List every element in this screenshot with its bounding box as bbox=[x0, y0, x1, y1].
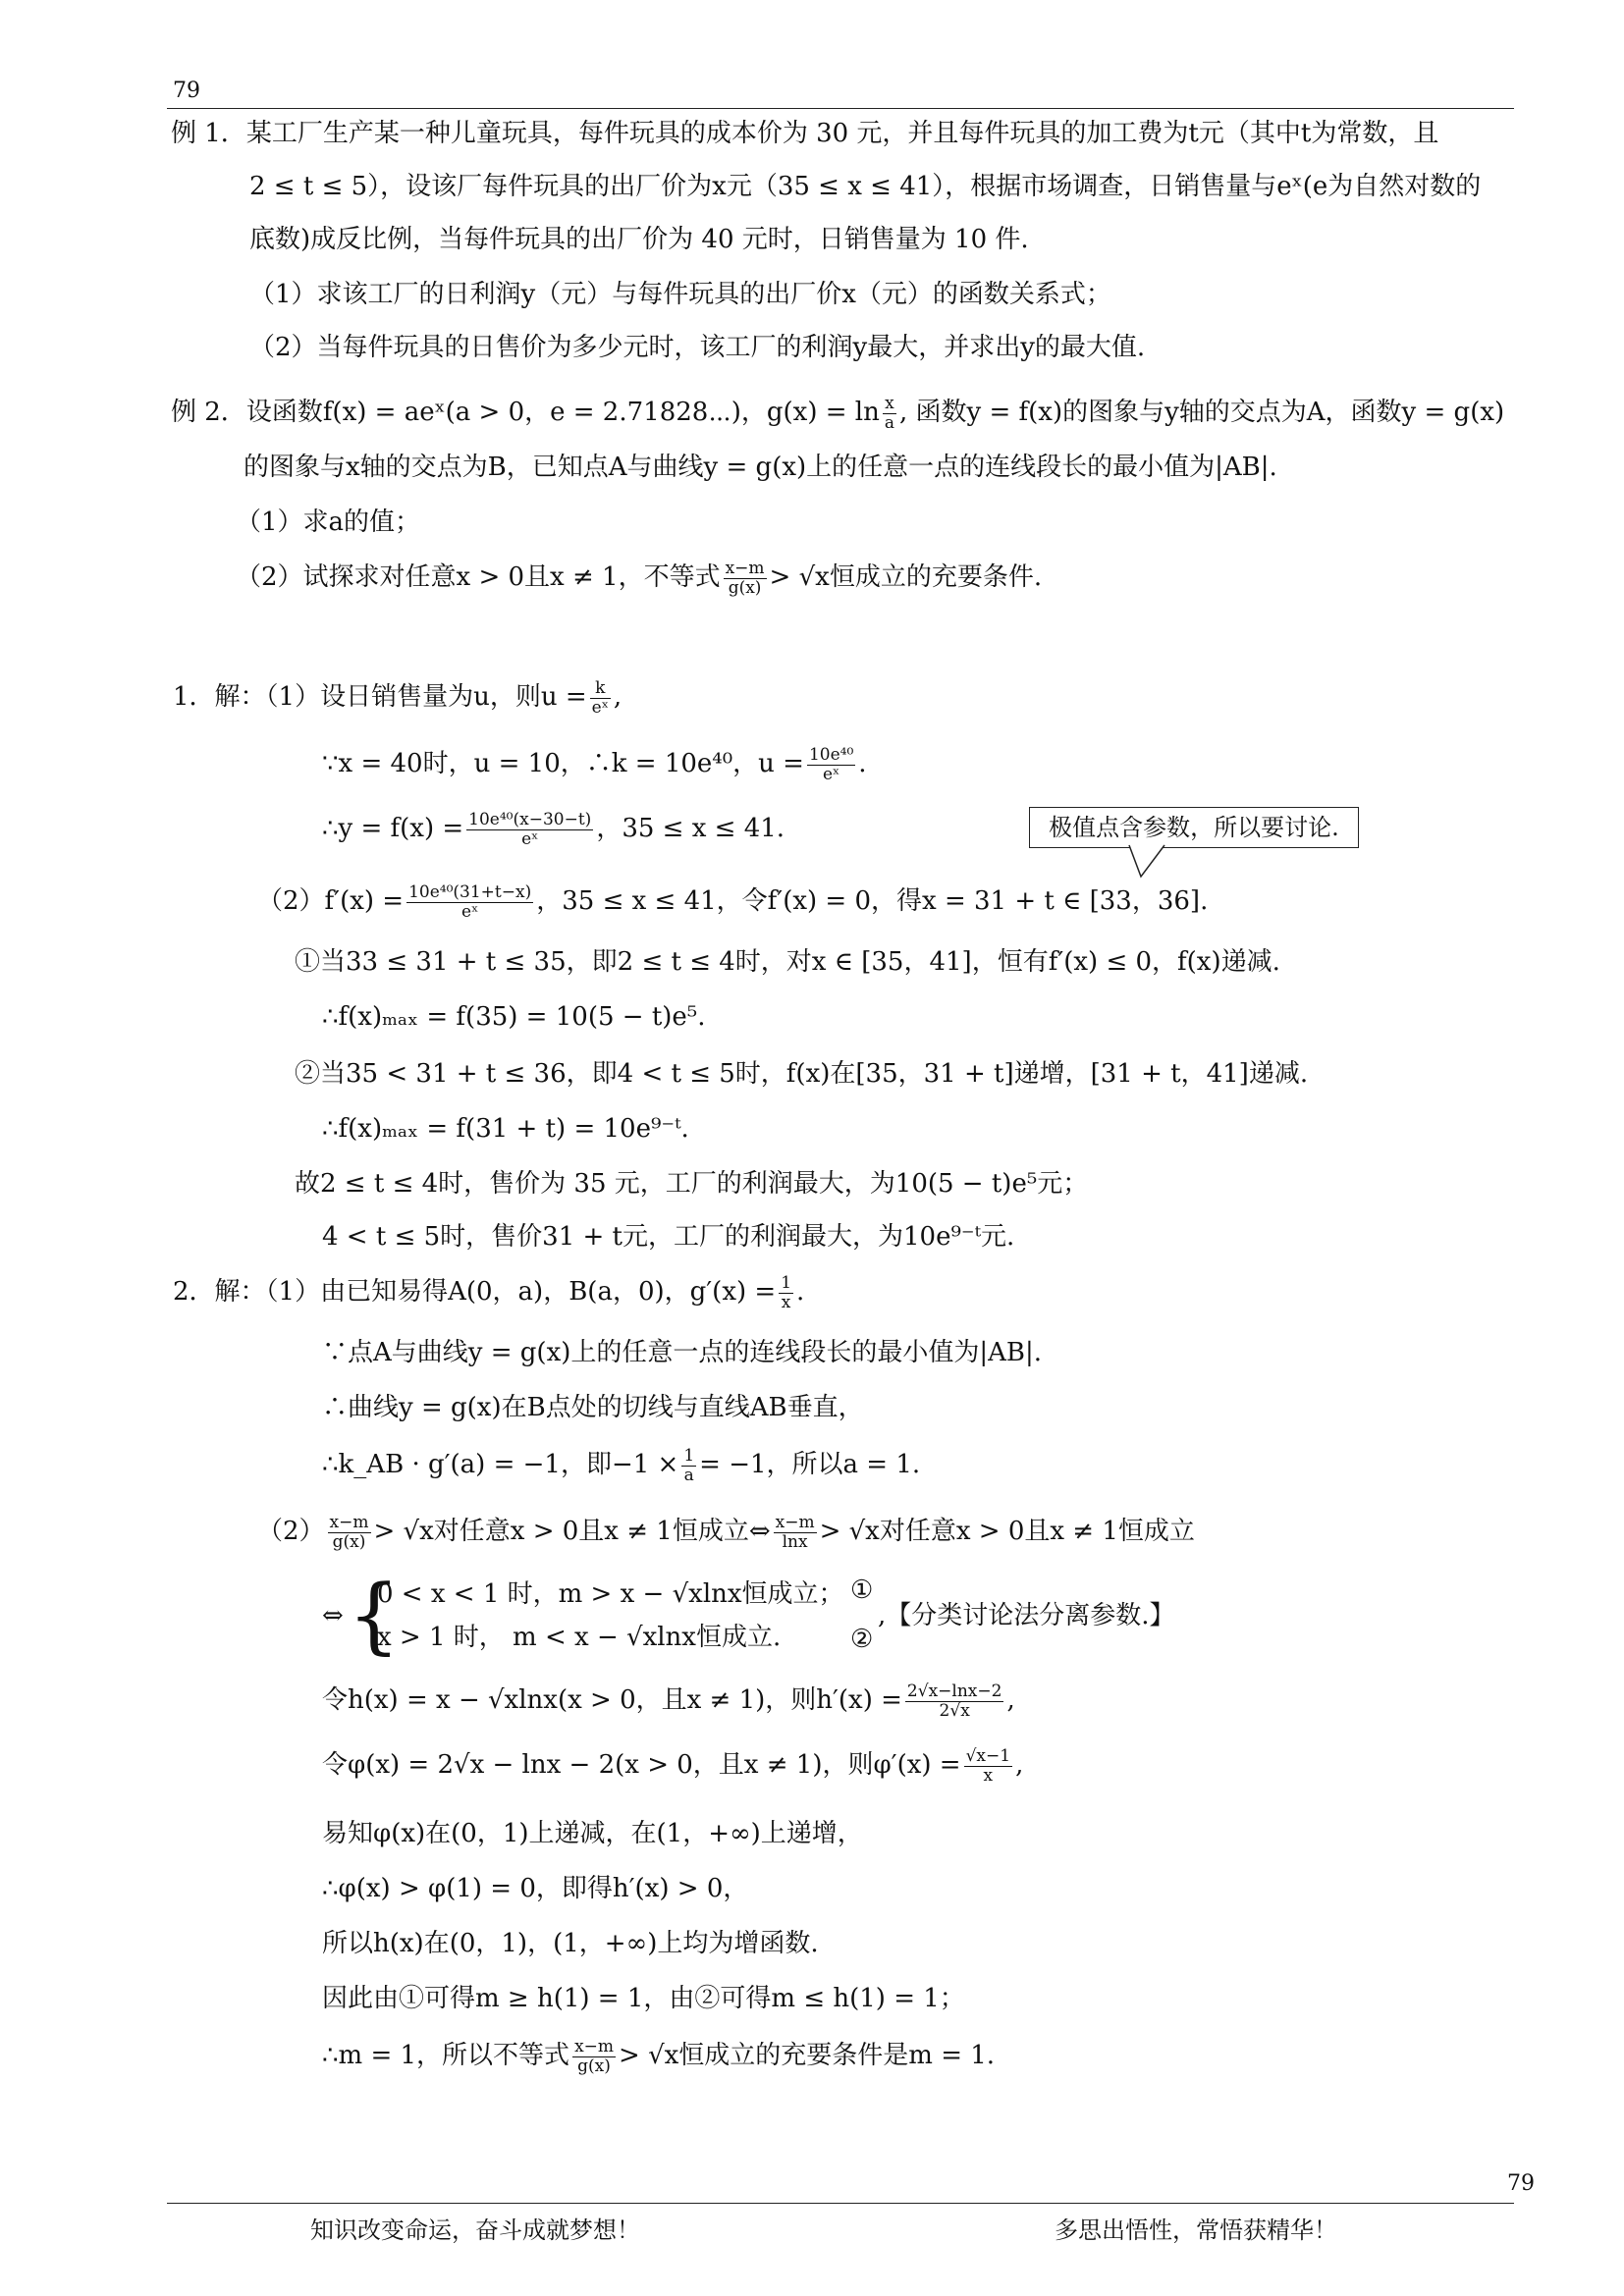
solution2-l1-a: （1）由已知易得A(0，a)，B(a，0)，g′(x) = bbox=[265, 1277, 777, 1307]
fraction-numerator: 10e⁴⁰(x−30−t) bbox=[468, 809, 592, 829]
solution2-line10: ∴φ(x) > φ(1) = 0，即得h′(x) > 0， bbox=[322, 1874, 749, 1903]
solution2-l8-a: 令φ(x) = 2√x − lnx − 2(x > 0，且x ≠ 1)，则φ′(x) = bbox=[322, 1750, 961, 1780]
footer-left-motto: 知识改变命运，奋斗成就梦想！ bbox=[310, 2216, 640, 2244]
fraction-numerator: √x−1 bbox=[965, 1745, 1011, 1766]
solution1-line9: 故2 ≤ t ≤ 4时，售价为 35 元，工厂的利润最大，为10(5 − t)e⁵元； bbox=[295, 1169, 1089, 1199]
solution1-l3-b: ，35 ≤ x ≤ 41. bbox=[596, 814, 785, 843]
case-note: ,【分类讨论法分离参数.】 bbox=[878, 1601, 1175, 1630]
solution2-l4-a: ∴k_AB · g′(a) = −1，即−1 × bbox=[322, 1450, 679, 1479]
fraction-denominator: eˣ bbox=[461, 901, 479, 922]
solution1-l2-b: . bbox=[858, 749, 867, 778]
callout-note: 极值点含参数，所以要讨论. bbox=[1029, 807, 1359, 848]
case1: 0 < x < 1 时，m > x − √xlnx恒成立； bbox=[377, 1579, 844, 1609]
fraction-denominator: eˣ bbox=[822, 764, 840, 784]
solution2-line7 bbox=[322, 1681, 1015, 1721]
fraction bbox=[807, 746, 855, 784]
fraction-denominator: eˣ bbox=[591, 697, 609, 718]
example2-q2-part-b: > √x恒成立的充要条件. bbox=[769, 562, 1043, 592]
example2-line1-part-b: , 函数y = f(x)的图象与y轴的交点为A，函数y = g(x) bbox=[898, 398, 1505, 427]
example2-label: 例 2． bbox=[171, 398, 246, 427]
solution2-line1 bbox=[173, 1272, 804, 1312]
fraction-denominator: g(x) bbox=[728, 577, 762, 598]
solution1-line3 bbox=[322, 809, 785, 849]
fraction-denominator: a bbox=[884, 412, 894, 433]
fraction-denominator: 2√x bbox=[939, 1700, 970, 1721]
solution2-line4 bbox=[322, 1445, 920, 1485]
fraction-numerator: 10e⁴⁰ bbox=[808, 744, 854, 765]
case1-mark: ① bbox=[850, 1575, 874, 1605]
solution1-l1-b: , bbox=[613, 682, 623, 712]
fraction bbox=[905, 1682, 1004, 1721]
solution1-line5: ①当33 ≤ 31 + t ≤ 35，即2 ≤ t ≤ 4时，对x ∈ [35，41]，恒有f′(x) ≤ 0，f(x)递减. bbox=[295, 947, 1280, 977]
fraction bbox=[572, 2038, 616, 2076]
solution2-l5-b: > √x对任意x > 0且x ≠ 1恒成立⇔ bbox=[373, 1517, 771, 1546]
example2-line2: 的图象与x轴的交点为B，已知点A与曲线y = g(x)上的任意一点的连线段长的最小值为|AB|. bbox=[244, 453, 1277, 482]
fraction-x-over-a bbox=[883, 395, 896, 433]
fraction-numerator: x−m bbox=[775, 1512, 815, 1532]
fraction-x-minus-m-over-g bbox=[724, 560, 767, 598]
solution1-line4 bbox=[257, 881, 1208, 922]
solution2-l13-b: > √x恒成立的充要条件是m = 1. bbox=[619, 2041, 996, 2070]
example1-line3: 底数)成反比例，当每件玩具的出厂价为 40 元时，日销售量为 10 件. bbox=[249, 225, 1029, 254]
solution1-l2-a: ∵x = 40时，u = 10，∴k = 10e⁴⁰，u = bbox=[322, 749, 804, 778]
solution1-line10: 4 < t ≤ 5时，售价31 + t元，工厂的利润最大，为10e⁹⁻ᵗ元. bbox=[322, 1222, 1015, 1252]
header-rule bbox=[167, 108, 1514, 109]
page-number-top: 79 bbox=[173, 79, 200, 103]
case2-mark: ② bbox=[850, 1625, 874, 1654]
solution2-line9: 易知φ(x)在(0，1)上递减，在(1，+∞)上递增， bbox=[322, 1819, 863, 1848]
solution2-line13 bbox=[322, 2036, 995, 2076]
example2-question2 bbox=[236, 558, 1042, 598]
equivalence-arrow: ⇔ bbox=[322, 1601, 344, 1630]
example1-line1 bbox=[171, 114, 1438, 153]
solution2-l5-c: > √x对任意x > 0且x ≠ 1恒成立 bbox=[819, 1517, 1195, 1546]
page-number-bottom: 79 bbox=[1507, 2171, 1535, 2196]
solution1-label: 1．解： bbox=[173, 682, 266, 712]
example1-question1: （1）求该工厂的日利润y（元）与每件玩具的出厂价x（元）的函数关系式； bbox=[249, 280, 1111, 309]
fraction-denominator: g(x) bbox=[332, 1531, 366, 1552]
fraction-numerator: 2√x−lnx−2 bbox=[906, 1681, 1002, 1701]
example2-q2-part-a: （2）试探求对任意x > 0且x ≠ 1，不等式 bbox=[236, 562, 721, 592]
solution2-l4-b: = −1，所以a = 1. bbox=[699, 1450, 921, 1479]
solution1-line7: ②当35 < 31 + t ≤ 36，即4 < t ≤ 5时，f(x)在[35，31 + t]递增，[31 + t，41]递减. bbox=[295, 1059, 1309, 1089]
solution2-l7-a: 令h(x) = x − √xlnx(x > 0，且x ≠ 1)，则h′(x) = bbox=[322, 1685, 902, 1715]
solution1-line8: ∴f(x)ₘₐₓ = f(31 + t) = 10e⁹⁻ᵗ. bbox=[322, 1114, 689, 1144]
solution1-line6: ∴f(x)ₘₐₓ = f(35) = 10(5 − t)e⁵. bbox=[322, 1002, 706, 1032]
example1-question2: （2）当每件玩具的日售价为多少元时，该工厂的利润y最大，并求出y的最大值. bbox=[249, 333, 1146, 362]
solution2-line12: 因此由①可得m ≥ h(1) = 1，由②可得m ≤ h(1) = 1； bbox=[322, 1984, 965, 2013]
fraction bbox=[406, 883, 533, 922]
footer-rule bbox=[167, 2203, 1514, 2204]
example1-text-1: 某工厂生产某一种儿童玩具，每件玩具的成本价为 30 元，并且每件玩具的加工费为t元（其中t为常数，且 bbox=[245, 119, 1439, 148]
fraction bbox=[328, 1514, 371, 1552]
solution1-l4-a: （2）f′(x) = bbox=[257, 886, 405, 916]
fraction bbox=[774, 1514, 817, 1552]
solution1-l1-a: （1）设日销售量为u，则u = bbox=[265, 682, 587, 712]
fraction-numerator: k bbox=[590, 679, 611, 699]
fraction-denominator: eˣ bbox=[521, 828, 539, 849]
fraction-numerator: 1 bbox=[781, 1272, 792, 1293]
fraction-denominator: a bbox=[683, 1465, 694, 1485]
solution1-line1 bbox=[173, 677, 622, 718]
fraction bbox=[466, 811, 593, 849]
solution1-l3-a: ∴y = f(x) = bbox=[322, 814, 464, 843]
solution2-line2: ∵点A与曲线y = g(x)上的任意一点的连线段长的最小值为|AB|. bbox=[322, 1338, 1043, 1367]
fraction-denominator: x bbox=[983, 1765, 994, 1786]
solution1-line2 bbox=[322, 744, 867, 784]
solution2-line8 bbox=[322, 1745, 1023, 1786]
solution2-l13-a: ∴m = 1，所以不等式 bbox=[322, 2041, 570, 2070]
solution2-l5-a: （2） bbox=[257, 1517, 325, 1546]
solution2-l1-b: . bbox=[796, 1277, 805, 1307]
example2-question1: （1）求a的值； bbox=[236, 507, 421, 537]
fraction-numerator: x−m bbox=[329, 1512, 369, 1532]
case2: x > 1 时， m < x − √xlnx恒成立. bbox=[377, 1623, 782, 1652]
fraction bbox=[964, 1747, 1012, 1786]
solution2-line3: ∴曲线y = g(x)在B点处的切线与直线AB垂直， bbox=[322, 1393, 864, 1422]
fraction-numerator: x−m bbox=[725, 558, 765, 578]
left-brace: { bbox=[348, 1567, 401, 1663]
example2-line1 bbox=[171, 393, 1504, 433]
fraction-numerator: x bbox=[883, 395, 896, 414]
solution2-l7-b: , bbox=[1006, 1685, 1015, 1715]
fraction bbox=[681, 1447, 696, 1485]
callout-tail bbox=[1129, 845, 1168, 881]
fraction-numerator: 10e⁴⁰(31+t−x) bbox=[408, 881, 532, 902]
example1-label: 例 1． bbox=[171, 119, 246, 148]
solution1-l4-b: ，35 ≤ x ≤ 41，令f′(x) = 0，得x = 31 + t ∈ [33，36]. bbox=[536, 886, 1209, 916]
example1-line2: 2 ≤ t ≤ 5），设该厂每件玩具的出厂价为x元（35 ≤ x ≤ 41），根据市场调查，日销售量与eˣ(e为自然对数的 bbox=[249, 172, 1482, 201]
fraction-numerator: 1 bbox=[683, 1445, 695, 1466]
fraction-denominator: lnx bbox=[782, 1531, 808, 1552]
fraction-denominator: x bbox=[781, 1292, 791, 1312]
solution2-line11: 所以h(x)在(0，1)，(1，+∞)上均为增函数. bbox=[322, 1929, 819, 1958]
solution2-line5 bbox=[257, 1512, 1195, 1552]
example2-line1-part-a: 设函数f(x) = aeˣ(a > 0，e = 2.71828⋯)，g(x) = ln bbox=[245, 398, 880, 427]
solution2-label: 2．解： bbox=[173, 1277, 266, 1307]
fraction-denominator: g(x) bbox=[577, 2056, 611, 2076]
fraction bbox=[590, 679, 611, 718]
fraction-numerator: x−m bbox=[574, 2036, 615, 2056]
solution2-l8-b: , bbox=[1015, 1750, 1024, 1780]
footer-right-motto: 多思出悟性，常悟获精华！ bbox=[1055, 2216, 1337, 2244]
fraction bbox=[779, 1274, 793, 1312]
